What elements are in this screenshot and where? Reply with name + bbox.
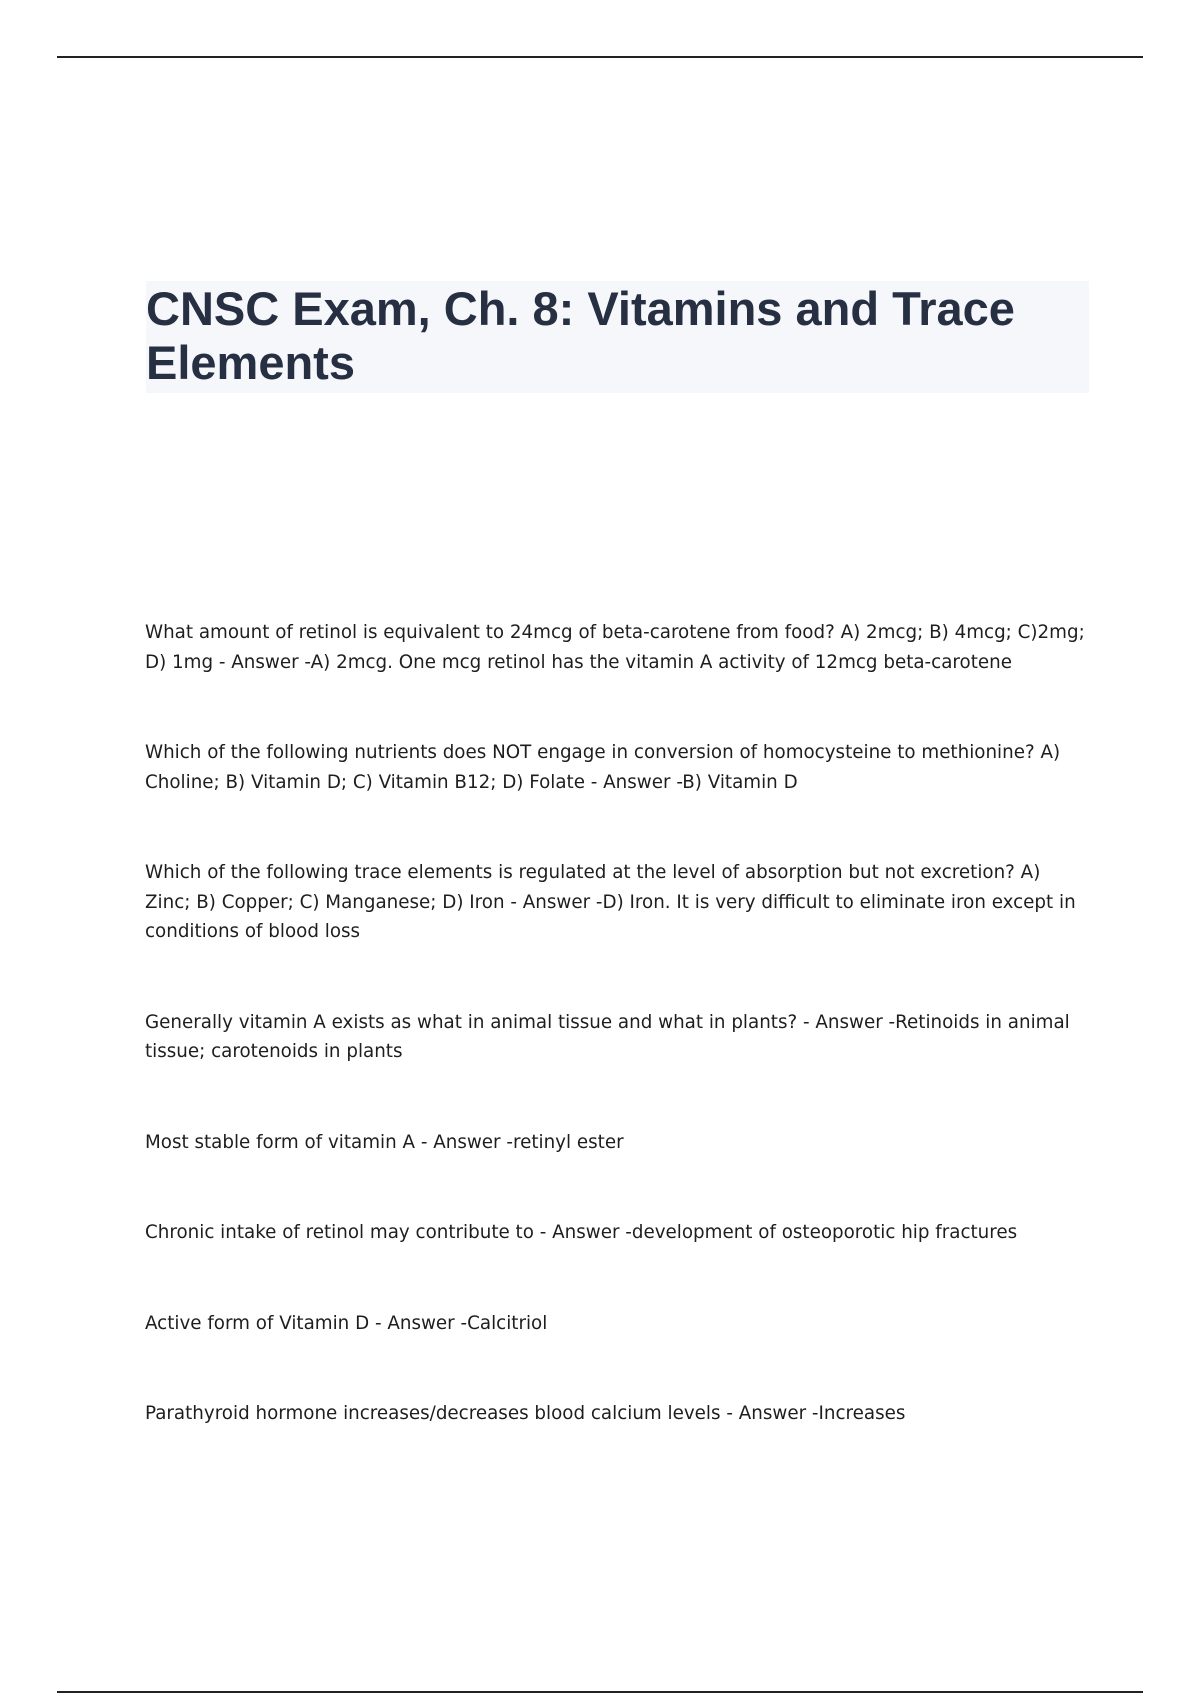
question-item-8: Parathyroid hormone increases/decreases blood calcium levels - Answer -Increases xyxy=(145,1403,906,1424)
question-item-2: Which of the following nutrients does NOT engage in conversion of homocysteine to methionine? A) Choline; B) Vitamin D; C) Vitamin B12; D) Folate - Answer -B) Vitamin D xyxy=(145,742,1061,793)
question-item-4: Generally vitamin A exists as what in animal tissue and what in plants? - Answer -Retinoids in animal tissue; carotenoids in plants xyxy=(145,1011,1070,1062)
question-item-1: What amount of retinol is equivalent to 24mcg of beta-carotene from food? A) 2mcg; B) 4mcg; C)2mg; D) 1mg - Answer -A) 2mcg. One mcg retinol has the vitamin A activity of 12mcg beta-carotene xyxy=(145,622,1085,673)
question-list xyxy=(145,618,1090,1429)
question-item-5: Most stable form of vitamin A - Answer -retinyl ester xyxy=(145,1131,624,1153)
question-item-6: Chronic intake of retinol may contribute to - Answer -development of osteoporotic hip fractures xyxy=(145,1222,1018,1243)
question-item-7: Active form of Vitamin D - Answer -Calcitriol xyxy=(145,1312,548,1334)
question-item-3: Which of the following trace elements is regulated at the level of absorption but not excretion? A) Zinc; B) Copper; C) Manganese; D) Iron - Answer -D) Iron. It is very difficult to eliminate iron except in conditions of blood loss xyxy=(145,862,1076,942)
bottom-rule xyxy=(57,1691,1143,1693)
page-title: CNSC Exam, Ch. 8: Vitamins and Trace Elements xyxy=(146,282,1015,389)
top-rule xyxy=(57,56,1143,58)
